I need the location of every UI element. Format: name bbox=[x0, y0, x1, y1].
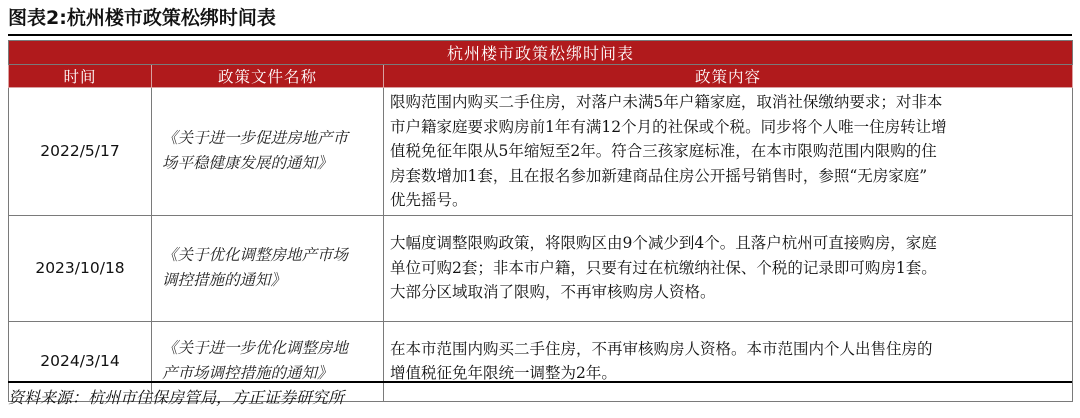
row-content bbox=[384, 88, 1073, 216]
policy-timeline-table bbox=[8, 40, 1073, 402]
header-document: 政策文件名称 bbox=[152, 65, 384, 88]
row-document bbox=[152, 88, 384, 216]
header-date: 时间 bbox=[9, 65, 152, 88]
document-line: 《关于进一步优化调整房地 bbox=[162, 339, 349, 357]
content-line: 大部分区域取消了限购，不再审核购房人资格。 bbox=[390, 283, 716, 302]
content-line: 房套数增加1套，且在报名参加新建商品住房公开摇号销售时，参照“无房家庭” bbox=[390, 166, 928, 185]
table-row bbox=[9, 215, 1073, 321]
row-date: 2023/10/18 bbox=[9, 215, 152, 321]
row-document bbox=[152, 215, 384, 321]
row-date: 2022/5/17 bbox=[9, 88, 152, 216]
document-line: 产市场调控措施的通知》 bbox=[162, 364, 333, 382]
content-line: 值税免征年限从5年缩短至2年。符合三孩家庭标准，在本市限购范围内限购的住 bbox=[390, 142, 937, 160]
content-line: 单位可购2套；非本市户籍，只要有过在杭缴纳社保、个税的记录即可购房1套。 bbox=[390, 258, 937, 277]
table-row bbox=[9, 88, 1073, 216]
content-line: 增值税征免年限统一调整为2年。 bbox=[390, 364, 617, 382]
content-line: 大幅度调整限购政策，将限购区由9个减少到4个。且落户杭州可直接购房，家庭 bbox=[390, 234, 937, 253]
row-date: 2024/3/14 bbox=[9, 321, 152, 401]
document-line: 场平稳健康发展的通知》 bbox=[162, 154, 333, 173]
content-line: 限购范围内购买二手住房，对落户未满5年户籍家庭，取消社保缴纳要求；对非本 bbox=[390, 93, 943, 111]
content-line: 市户籍家庭要求购房前1年有满12个月的社保或个税。同步将个人唯一住房转让增 bbox=[390, 117, 947, 136]
row-content bbox=[384, 215, 1073, 321]
content-line: 在本市范围内购买二手住房，不再审核购房人资格。本市范围内个人出售住房的 bbox=[390, 339, 933, 358]
title-rule bbox=[8, 34, 1072, 36]
content-line: 优先摇号。 bbox=[390, 191, 468, 209]
source-note: 资料来源：杭州市住保房管局，方正证券研究所 bbox=[8, 381, 1072, 413]
table-banner: 杭州楼市政策松绑时间表 bbox=[9, 41, 1073, 65]
header-content: 政策内容 bbox=[384, 65, 1073, 88]
document-line: 《关于优化调整房地产市场 bbox=[162, 246, 349, 264]
document-line: 调控措施的通知》 bbox=[162, 271, 287, 289]
document-line: 《关于进一步促进房地产市 bbox=[162, 129, 349, 148]
figure-title: 图表2:杭州楼市政策松绑时间表 bbox=[8, 7, 276, 29]
